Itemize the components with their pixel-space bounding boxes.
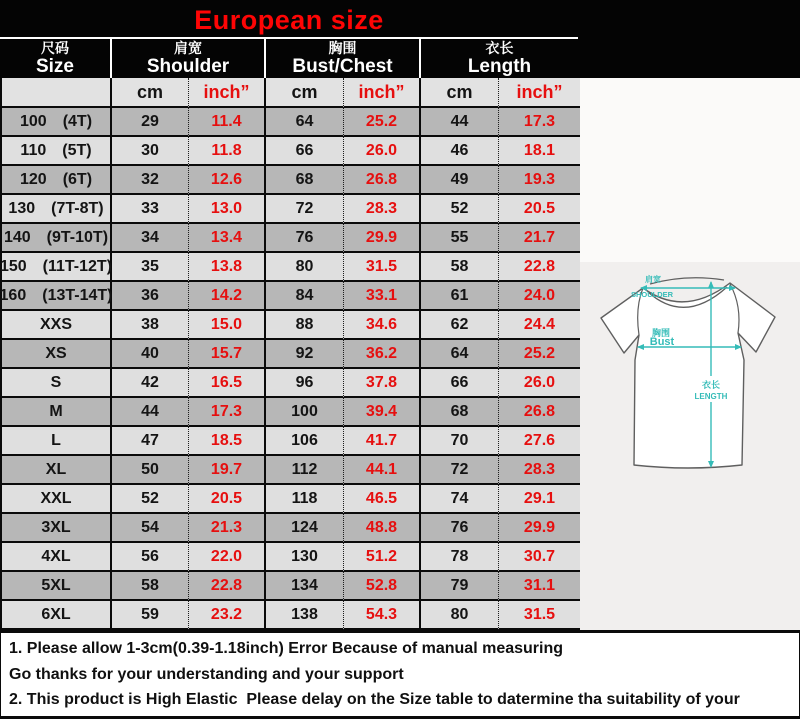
row-value: 49 — [421, 166, 499, 195]
row-value: 19.3 — [499, 166, 580, 195]
row-value: 36 — [112, 282, 189, 311]
row-value: 58 — [421, 253, 499, 282]
row-value: 54 — [112, 514, 189, 543]
row-value: 74 — [421, 485, 499, 514]
row-size-label: 140 (9T-10T) — [2, 224, 112, 253]
row-value: 62 — [421, 311, 499, 340]
row-value: 22.0 — [189, 543, 266, 572]
row-value: 20.5 — [189, 485, 266, 514]
row-value: 112 — [266, 456, 344, 485]
row-value: 44 — [421, 108, 499, 137]
row-value: 52 — [421, 195, 499, 224]
row-value: 26.0 — [499, 369, 580, 398]
row-value: 31.5 — [499, 601, 580, 630]
header-bust-cn: 胸围 — [328, 40, 357, 56]
row-value: 64 — [266, 108, 344, 137]
row-value: 25.2 — [344, 108, 421, 137]
row-value: 70 — [421, 427, 499, 456]
row-value: 37.8 — [344, 369, 421, 398]
row-value: 34.6 — [344, 311, 421, 340]
diagram-panel — [578, 78, 800, 630]
row-size-label: 110 (5T) — [2, 137, 112, 166]
row-value: 40 — [112, 340, 189, 369]
row-size-label: 130 (7T-8T) — [2, 195, 112, 224]
row-value: 79 — [421, 572, 499, 601]
label-length-en: LENGTH — [694, 392, 728, 401]
tshirt-diagram — [578, 230, 800, 490]
header-length — [419, 39, 578, 78]
row-size-label: 150 (11T-12T) — [2, 253, 112, 282]
row-size-label: XS — [2, 340, 112, 369]
row-value: 24.0 — [499, 282, 580, 311]
row-value: 138 — [266, 601, 344, 630]
row-value: 76 — [266, 224, 344, 253]
header-shoulder — [110, 39, 264, 78]
header-bust — [264, 39, 419, 78]
note-3: 2. This product is High Elastic Please delay on the Size table to datermine tha suitability of your — [9, 690, 740, 708]
row-value: 41.7 — [344, 427, 421, 456]
row-value: 39.4 — [344, 398, 421, 427]
row-size-label: 100 (4T) — [2, 108, 112, 137]
row-value: 46.5 — [344, 485, 421, 514]
row-value: 42 — [112, 369, 189, 398]
row-value: 33.1 — [344, 282, 421, 311]
row-value: 54.3 — [344, 601, 421, 630]
row-value: 59 — [112, 601, 189, 630]
label-shoulder-en: SHOULDER — [630, 290, 674, 299]
row-value: 44 — [112, 398, 189, 427]
row-value: 30 — [112, 137, 189, 166]
row-size-label: 4XL — [2, 543, 112, 572]
row-value: 64 — [421, 340, 499, 369]
row-value: 29 — [112, 108, 189, 137]
row-value: 29.1 — [499, 485, 580, 514]
table-header-row — [0, 37, 578, 78]
row-size-label: 6XL — [2, 601, 112, 630]
row-value: 34 — [112, 224, 189, 253]
row-value: 50 — [112, 456, 189, 485]
row-value: 44.1 — [344, 456, 421, 485]
row-value: 12.6 — [189, 166, 266, 195]
row-value: 22.8 — [189, 572, 266, 601]
header-length-en: Length — [467, 56, 532, 77]
header-size — [0, 39, 110, 78]
label-bust-en: Bust — [649, 336, 675, 348]
row-value: 17.3 — [189, 398, 266, 427]
tshirt-outline — [601, 283, 775, 468]
row-value: 80 — [421, 601, 499, 630]
subheader-length-cm: cm — [421, 78, 499, 108]
row-value: 13.4 — [189, 224, 266, 253]
row-value: 18.1 — [499, 137, 580, 166]
subheader-shoulder-cm: cm — [112, 78, 189, 108]
row-value: 26.0 — [344, 137, 421, 166]
page-title: European size — [194, 5, 384, 35]
header-band — [0, 0, 800, 78]
row-value: 22.8 — [499, 253, 580, 282]
row-value: 31.1 — [499, 572, 580, 601]
row-value: 66 — [266, 137, 344, 166]
row-size-label: M — [2, 398, 112, 427]
row-value: 36.2 — [344, 340, 421, 369]
row-value: 100 — [266, 398, 344, 427]
header-size-cn: 尺码 — [41, 40, 69, 56]
row-value: 46 — [421, 137, 499, 166]
row-value: 25.2 — [499, 340, 580, 369]
row-size-label: 120 (6T) — [2, 166, 112, 195]
row-value: 15.0 — [189, 311, 266, 340]
row-value: 52 — [112, 485, 189, 514]
row-value: 106 — [266, 427, 344, 456]
row-value: 31.5 — [344, 253, 421, 282]
subheader-empty — [2, 78, 112, 108]
row-value: 80 — [266, 253, 344, 282]
row-value: 96 — [266, 369, 344, 398]
row-value: 27.6 — [499, 427, 580, 456]
label-bust-cn: 胸围 — [651, 328, 671, 338]
row-value: 61 — [421, 282, 499, 311]
row-value: 23.2 — [189, 601, 266, 630]
header-shoulder-en: Shoulder — [146, 56, 230, 77]
row-size-label: XXS — [2, 311, 112, 340]
row-size-label: L — [2, 427, 112, 456]
row-value: 13.0 — [189, 195, 266, 224]
row-value: 21.3 — [189, 514, 266, 543]
notes — [0, 630, 800, 719]
row-value: 134 — [266, 572, 344, 601]
row-value: 21.7 — [499, 224, 580, 253]
row-value: 18.5 — [189, 427, 266, 456]
label-shoulder-cn: 肩宽 — [645, 275, 661, 284]
row-value: 26.8 — [344, 166, 421, 195]
row-value: 26.8 — [499, 398, 580, 427]
row-value: 72 — [421, 456, 499, 485]
note-2: Go thanks for your understanding and your support — [9, 665, 404, 683]
row-value: 24.4 — [499, 311, 580, 340]
row-size-label: 3XL — [2, 514, 112, 543]
row-value: 35 — [112, 253, 189, 282]
row-value: 52.8 — [344, 572, 421, 601]
row-value: 11.8 — [189, 137, 266, 166]
row-value: 72 — [266, 195, 344, 224]
row-value: 130 — [266, 543, 344, 572]
row-value: 33 — [112, 195, 189, 224]
row-value: 88 — [266, 311, 344, 340]
size-table — [0, 78, 578, 630]
row-value: 38 — [112, 311, 189, 340]
note-1: 1. Please allow 1-3cm(0.39-1.18inch) Error Because of manual measuring — [9, 640, 564, 658]
row-value: 92 — [266, 340, 344, 369]
row-value: 66 — [421, 369, 499, 398]
row-value: 28.3 — [344, 195, 421, 224]
row-value: 124 — [266, 514, 344, 543]
tshirt-collar-back — [650, 278, 724, 284]
row-value: 15.7 — [189, 340, 266, 369]
row-value: 84 — [266, 282, 344, 311]
subheader-bust-cm: cm — [266, 78, 344, 108]
row-value: 29.9 — [499, 514, 580, 543]
row-value: 17.3 — [499, 108, 580, 137]
row-value: 19.7 — [189, 456, 266, 485]
row-size-label: 5XL — [2, 572, 112, 601]
row-value: 51.2 — [344, 543, 421, 572]
row-value: 58 — [112, 572, 189, 601]
row-size-label: S — [2, 369, 112, 398]
row-value: 55 — [421, 224, 499, 253]
label-length-cn: 衣长 — [701, 380, 721, 390]
row-value: 78 — [421, 543, 499, 572]
row-value: 14.2 — [189, 282, 266, 311]
row-value: 28.3 — [499, 456, 580, 485]
subheader-shoulder-inch: inch” — [189, 78, 266, 108]
header-bust-en: Bust/Chest — [292, 56, 393, 77]
row-size-label: XXL — [2, 485, 112, 514]
row-value: 76 — [421, 514, 499, 543]
row-value: 47 — [112, 427, 189, 456]
row-size-label: XL — [2, 456, 112, 485]
row-value: 48.8 — [344, 514, 421, 543]
row-value: 11.4 — [189, 108, 266, 137]
header-length-cn: 衣长 — [485, 40, 514, 56]
row-value: 118 — [266, 485, 344, 514]
row-value: 68 — [421, 398, 499, 427]
row-value: 32 — [112, 166, 189, 195]
row-value: 13.8 — [189, 253, 266, 282]
row-value: 56 — [112, 543, 189, 572]
subheader-length-inch: inch” — [499, 78, 580, 108]
header-size-en: Size — [35, 56, 75, 77]
row-value: 16.5 — [189, 369, 266, 398]
row-size-label: 160 (13T-14T) — [2, 282, 112, 311]
row-value: 30.7 — [499, 543, 580, 572]
subheader-bust-inch: inch” — [344, 78, 421, 108]
header-shoulder-cn: 肩宽 — [174, 40, 202, 56]
row-value: 29.9 — [344, 224, 421, 253]
row-value: 20.5 — [499, 195, 580, 224]
row-value: 68 — [266, 166, 344, 195]
